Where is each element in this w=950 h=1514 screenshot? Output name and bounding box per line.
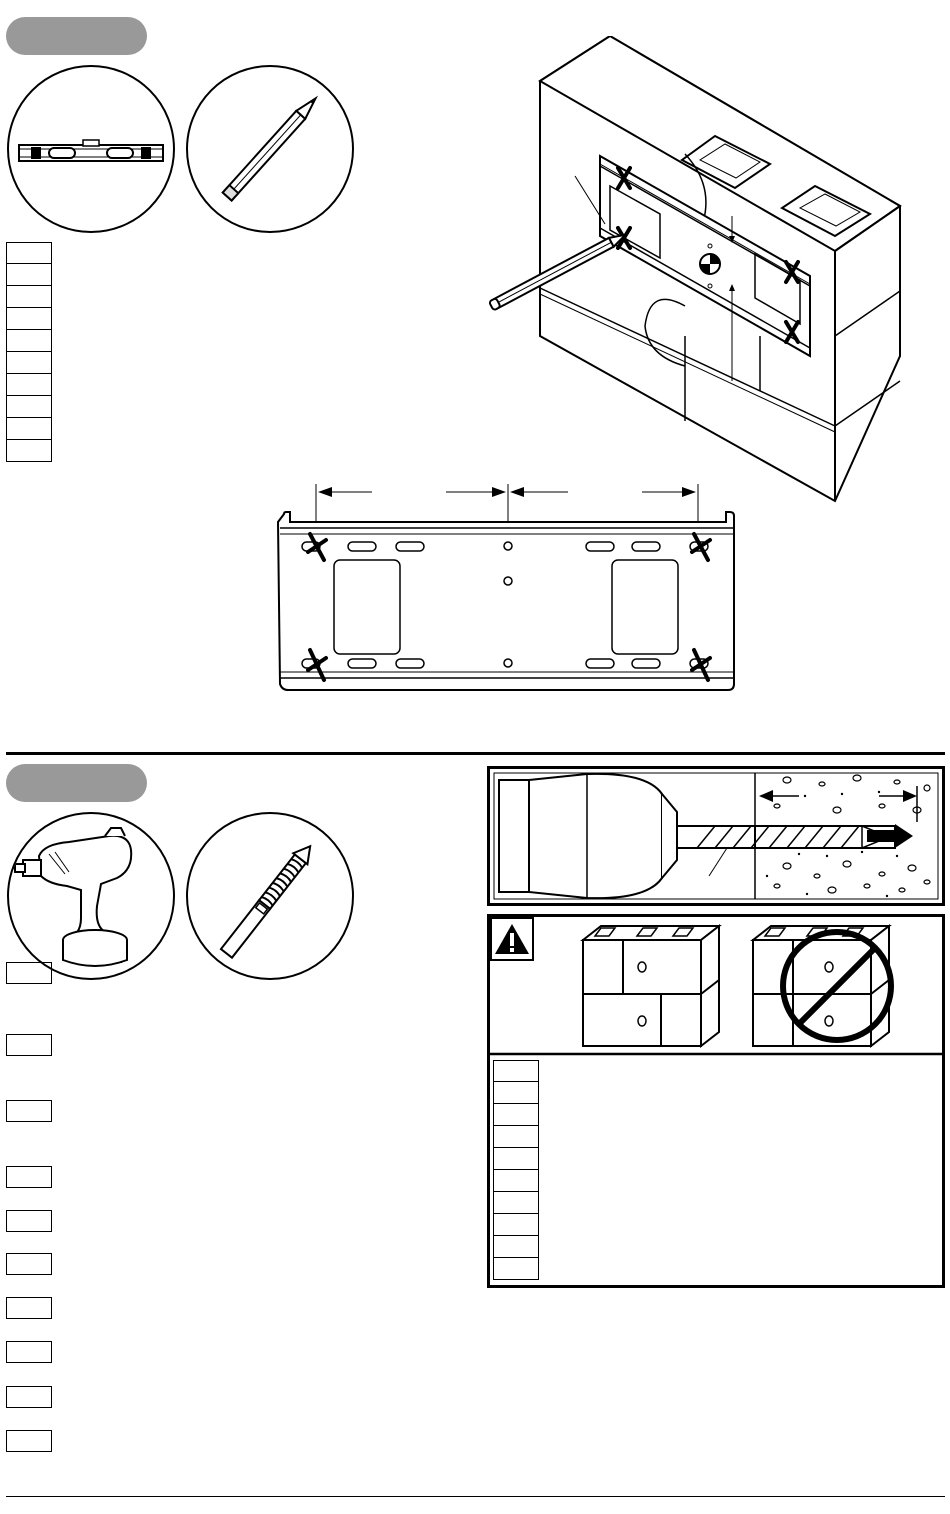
bottom-rule xyxy=(6,1496,945,1497)
step-1-label-pill xyxy=(6,17,147,55)
wall-plate-front-view xyxy=(276,480,740,694)
language-box xyxy=(493,1170,539,1192)
drill-bit-icon xyxy=(188,814,352,978)
language-box xyxy=(493,1148,539,1170)
language-box xyxy=(493,1236,539,1258)
pencil-icon xyxy=(188,67,352,231)
language-box xyxy=(493,1082,539,1104)
language-box xyxy=(493,1192,539,1214)
language-box xyxy=(6,1430,52,1452)
cordless-drill-icon xyxy=(9,814,173,978)
wall-plate-on-block-illustration xyxy=(470,36,910,506)
language-box xyxy=(6,440,52,462)
language-box xyxy=(6,264,52,286)
language-box xyxy=(6,352,52,374)
language-box xyxy=(6,962,52,984)
language-box xyxy=(6,374,52,396)
language-box xyxy=(6,330,52,352)
warning-box xyxy=(487,914,945,1288)
language-box xyxy=(493,1104,539,1126)
language-box xyxy=(6,1210,52,1232)
tool-circle-pencil xyxy=(186,65,354,233)
language-box xyxy=(493,1060,539,1082)
tool-circle-drill-bit xyxy=(186,812,354,980)
language-box xyxy=(6,418,52,440)
language-box xyxy=(6,308,52,330)
language-box xyxy=(6,1034,52,1056)
section-divider xyxy=(6,752,945,755)
level-icon xyxy=(9,67,173,231)
tool-circle-level xyxy=(7,65,175,233)
language-box xyxy=(6,286,52,308)
language-box xyxy=(6,1253,52,1275)
language-box xyxy=(493,1258,539,1280)
language-box-column-1 xyxy=(6,242,52,462)
language-box xyxy=(6,242,52,264)
tool-circle-drill xyxy=(7,812,175,980)
language-box xyxy=(6,1386,52,1408)
language-box xyxy=(493,1214,539,1236)
drilling-into-masonry-illustration xyxy=(487,766,945,906)
language-box xyxy=(6,1341,52,1363)
language-box xyxy=(6,1297,52,1319)
warning-language-column xyxy=(493,1060,539,1280)
language-box xyxy=(493,1126,539,1148)
language-box xyxy=(6,1100,52,1122)
step-2-label-pill xyxy=(6,764,147,802)
language-box xyxy=(6,1166,52,1188)
language-box xyxy=(6,396,52,418)
